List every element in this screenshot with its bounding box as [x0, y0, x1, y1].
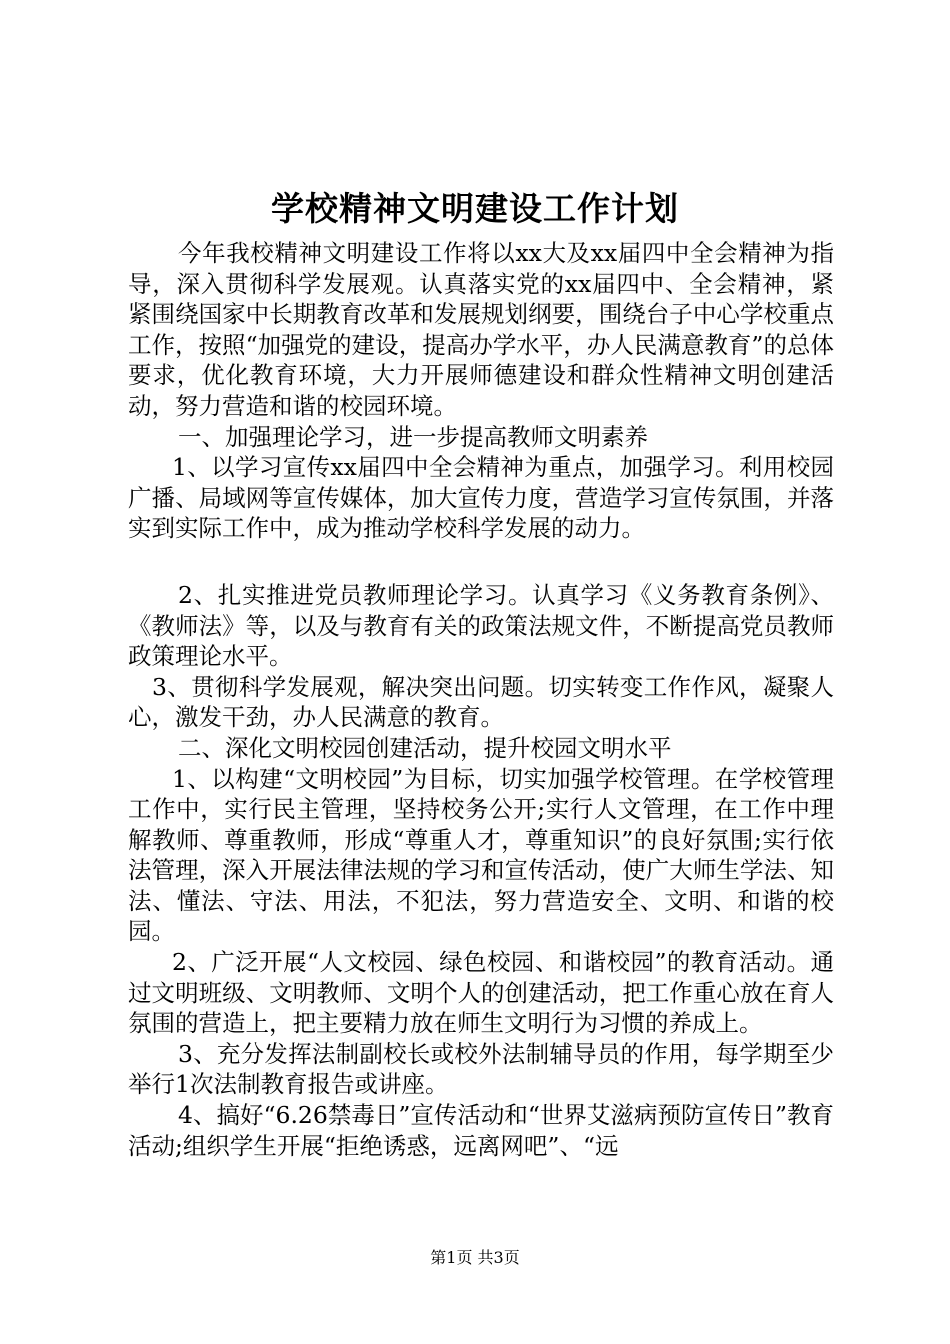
section-2-item-2: 2、广泛开展“人文校园、绿色校园、和谐校园”的教育活动。通过文明班级、文明教师、文明个人的创建活动，把工作重心放在育人氛围的营造上，把主要精力放在师生文明行为习惯的养成上。 — [128, 948, 834, 1038]
document-title: 学校精神文明建设工作计划 — [271, 189, 679, 228]
document-body — [128, 238, 834, 1161]
section-1-item-1: 1、以学习宣传xx届四中全会精神为重点，加强学习。利用校园广播、局域网等宣传媒体，加大宣传力度，营造学习宣传氛围，并落实到实际工作中，成为推动学校科学发展的动力。 — [128, 453, 834, 543]
section-2-item-4: 4、搞好“6.26禁毒日”宣传活动和“世界艾滋病预防宣传日”教育活动;组织学生开展“拒绝诱惑，远离网吧”、“远 — [128, 1101, 834, 1160]
section-1-item-3: 3、贯彻科学发展观，解决突出问题。切实转变工作作风，凝聚人心，激发干劲，办人民满意的教育。 — [128, 672, 834, 732]
page-number-footer: 第1页 共3页 — [430, 1248, 520, 1267]
section-1-item-2: 2、扎实推进党员教师理论学习。认真学习《义务教育条例》、《教师法》等，以及与教育有关的政策法规文件，不断提高党员教师政策理论水平。 — [128, 580, 834, 671]
section-heading-1: 一、加强理论学习，进一步提高教师文明素养 — [178, 422, 648, 451]
section-2-item-1: 1、以构建“文明校园”为目标，切实加强学校管理。在学校管理工作中，实行民主管理，坚持校务公开;实行人文管理，在工作中理解教师、尊重教师，形成“尊重人才，尊重知识”的良好氛围;实行依法管理，深入开展法律法规的学习和宣传活动，使广大师生学法、知法、懂法、守法、用法，不犯法，努力营造安全、文明、和谐的校园。 — [128, 764, 834, 946]
section-heading-2: 二、深化文明校园创建活动，提升校园文明水平 — [178, 733, 672, 762]
intro-paragraph: 今年我校精神文明建设工作将以xx大及xx届四中全会精神为指导，深入贯彻科学发展观。认真落实党的xx届四中、全会精神，紧紧围绕国家中长期教育改革和发展规划纲要，围绕台子中心学校重点工作，按照“加强党的建设，提高办学水平，办人民满意教育”的总体要求，优化教育环境，大力开展师德建设和群众性精神文明创建活动，努力营造和谐的校园环境。 — [128, 239, 834, 420]
section-2-item-3: 3、充分发挥法制副校长或校外法制辅导员的作用，每学期至少举行1次法制教育报告或讲座。 — [128, 1039, 834, 1099]
